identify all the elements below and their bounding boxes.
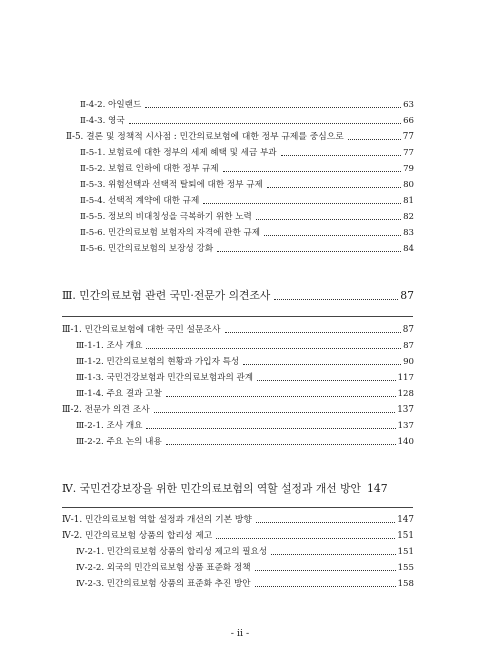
toc-entry-label: Ⅳ. 국민건강보장을 위한 민간의료보험의 역할 설정과 개선 방안 xyxy=(62,482,361,495)
toc-entry-page: 155 xyxy=(397,563,414,573)
leader-dots xyxy=(217,251,401,252)
leader-dots xyxy=(166,444,396,445)
toc-entry[interactable] xyxy=(62,405,414,416)
toc-entry-page: 80 xyxy=(403,180,414,190)
toc-entry-page: 87 xyxy=(403,341,414,351)
leader-dots xyxy=(271,554,395,555)
toc-entry-label: Ⅱ-5-2. 보험료 인하에 대한 정부 규제 xyxy=(80,164,219,174)
toc-entry[interactable] xyxy=(76,373,414,384)
toc-entry-label: Ⅱ-5-3. 위험선택과 선택적 탈퇴에 대한 정부 규제 xyxy=(80,180,263,190)
leader-dots xyxy=(225,332,401,333)
leader-dots xyxy=(281,155,401,156)
toc-entry[interactable] xyxy=(76,421,414,432)
toc-entry[interactable] xyxy=(80,180,414,191)
leader-dots xyxy=(267,187,401,188)
toc-entry-page: 128 xyxy=(397,389,414,399)
leader-dots xyxy=(348,139,401,140)
toc-entry-label: Ⅱ-5-6. 민간의료보험의 보장성 강화 xyxy=(80,244,214,254)
toc-entry-label: Ⅱ-5-1. 보험료에 대한 정부의 세제 혜택 및 세금 부과 xyxy=(80,148,277,158)
toc-entry[interactable] xyxy=(66,132,414,143)
leader-dots xyxy=(216,538,395,539)
leader-dots xyxy=(166,396,396,397)
toc-entry[interactable] xyxy=(76,579,414,590)
toc-entry[interactable] xyxy=(80,196,414,207)
toc-entry-label: Ⅲ-1-1. 조사 개요 xyxy=(76,341,143,351)
toc-entry-page: 158 xyxy=(397,579,414,589)
toc-entry-page: 147 xyxy=(367,482,388,495)
toc-entry-label: Ⅲ-2-1. 조사 개요 xyxy=(76,421,143,431)
toc-entry-label: Ⅱ-5-4. 선택적 계약에 대한 규제 xyxy=(80,196,200,206)
toc-entry[interactable] xyxy=(62,531,414,542)
toc-entry-label: Ⅱ-4-2. 아일랜드 xyxy=(80,100,142,110)
toc-entry-page: 137 xyxy=(397,405,414,415)
toc-entry[interactable] xyxy=(76,341,414,352)
toc-entry-page: 147 xyxy=(397,515,414,525)
leader-dots xyxy=(129,123,401,124)
toc-entry[interactable] xyxy=(80,116,414,127)
toc-entry-page: 77 xyxy=(403,148,414,158)
leader-dots xyxy=(255,570,396,571)
toc-entry-page: 83 xyxy=(403,228,414,238)
toc-entry[interactable] xyxy=(62,515,414,526)
chapter-divider xyxy=(62,507,413,508)
toc-entry-page: 117 xyxy=(397,373,414,383)
leader-dots xyxy=(154,412,395,413)
toc-entry[interactable] xyxy=(80,100,414,111)
toc-entry-page: 151 xyxy=(397,547,414,557)
leader-dots xyxy=(264,235,401,236)
toc-entry-page: 84 xyxy=(403,244,414,254)
toc-entry-page: 82 xyxy=(403,212,414,222)
toc-entry-page: 140 xyxy=(397,437,414,447)
toc-entry-page: 87 xyxy=(400,289,414,302)
toc-entry-page: 87 xyxy=(402,325,414,335)
toc-entry-page: 90 xyxy=(403,357,414,367)
toc-entry-label: Ⅳ-2-3. 민간의료보험 상품의 표준화 추진 방안 xyxy=(76,579,251,589)
toc-entry-page: 151 xyxy=(397,531,414,541)
leader-dots xyxy=(243,364,401,365)
toc-entry-page: 63 xyxy=(403,100,414,110)
toc-entry[interactable] xyxy=(80,148,414,159)
chapter-heading[interactable] xyxy=(62,482,414,496)
toc-entry[interactable] xyxy=(76,357,414,368)
page-number: - ii - xyxy=(230,628,250,639)
toc-entry[interactable] xyxy=(62,325,414,336)
leader-dots xyxy=(146,348,401,349)
toc-entry[interactable] xyxy=(80,228,414,239)
toc-entry-label: Ⅲ-1-2. 민간의료보험의 현황과 가입자 특성 xyxy=(76,357,240,367)
toc-entry-label: Ⅱ-5-6. 민간의료보험 보험자의 자격에 관한 규제 xyxy=(80,228,261,238)
leader-dots xyxy=(145,107,401,108)
toc-entry-label: Ⅳ-1. 민간의료보험 역할 설정과 개선의 기본 방향 xyxy=(62,515,252,525)
leader-dots xyxy=(257,380,396,381)
toc-entry[interactable] xyxy=(80,244,414,255)
toc-entry-page: 79 xyxy=(403,164,414,174)
leader-dots xyxy=(223,171,401,172)
toc-entry-label: Ⅱ-5. 결론 및 정책적 시사점 : 민간의료보험에 대한 정부 규제를 중심으로 xyxy=(66,132,344,142)
toc-entry-label: Ⅱ-4-3. 영국 xyxy=(80,116,125,126)
leader-dots xyxy=(203,203,401,204)
toc-entry[interactable] xyxy=(76,389,414,400)
toc-entry[interactable] xyxy=(76,563,414,574)
toc-entry[interactable] xyxy=(80,212,414,223)
toc-entry[interactable] xyxy=(80,164,414,175)
toc-entry-label: Ⅳ-2. 민간의료보험 상품의 합리성 제고 xyxy=(62,531,213,541)
toc-entry-page: 66 xyxy=(403,116,414,126)
toc-entry-label: Ⅳ-2-1. 민간의료보험 상품의 합리성 제고의 필요성 xyxy=(76,547,268,557)
leader-dots xyxy=(146,428,395,429)
toc-entry[interactable] xyxy=(76,547,414,558)
leader-dots xyxy=(256,522,395,523)
toc-entry-label: Ⅲ-2. 전문가 의견 조사 xyxy=(62,405,150,415)
toc-entry-label: Ⅱ-5-5. 정보의 비대칭성을 극복하기 위한 노력 xyxy=(80,212,252,222)
toc-entry-label: Ⅲ. 민간의료보험 관련 국민·전문가 의견조사 xyxy=(62,289,271,302)
toc-entry-label: Ⅲ-1. 민간의료보험에 대한 국민 설문조사 xyxy=(62,325,221,335)
toc-entry[interactable] xyxy=(76,437,414,448)
leader-dots xyxy=(256,219,401,220)
toc-entry-label: Ⅲ-1-4. 주요 결과 고찰 xyxy=(76,389,162,399)
chapter-heading[interactable] xyxy=(62,289,414,303)
toc-entry-label: Ⅲ-2-2. 주요 논의 내용 xyxy=(76,437,162,447)
leader-dots xyxy=(255,586,396,587)
toc-entry-label: Ⅳ-2-2. 외국의 민간의료보험 상품 표준화 정책 xyxy=(76,563,251,573)
toc-entry-page: 137 xyxy=(397,421,414,431)
toc-entry-label: Ⅲ-1-3. 국민건강보험과 민간의료보험과의 관계 xyxy=(76,373,254,383)
toc-entry-page: 77 xyxy=(402,132,414,142)
chapter-divider xyxy=(62,316,413,317)
leader-dots xyxy=(274,299,398,300)
toc-entry-page: 81 xyxy=(403,196,414,206)
